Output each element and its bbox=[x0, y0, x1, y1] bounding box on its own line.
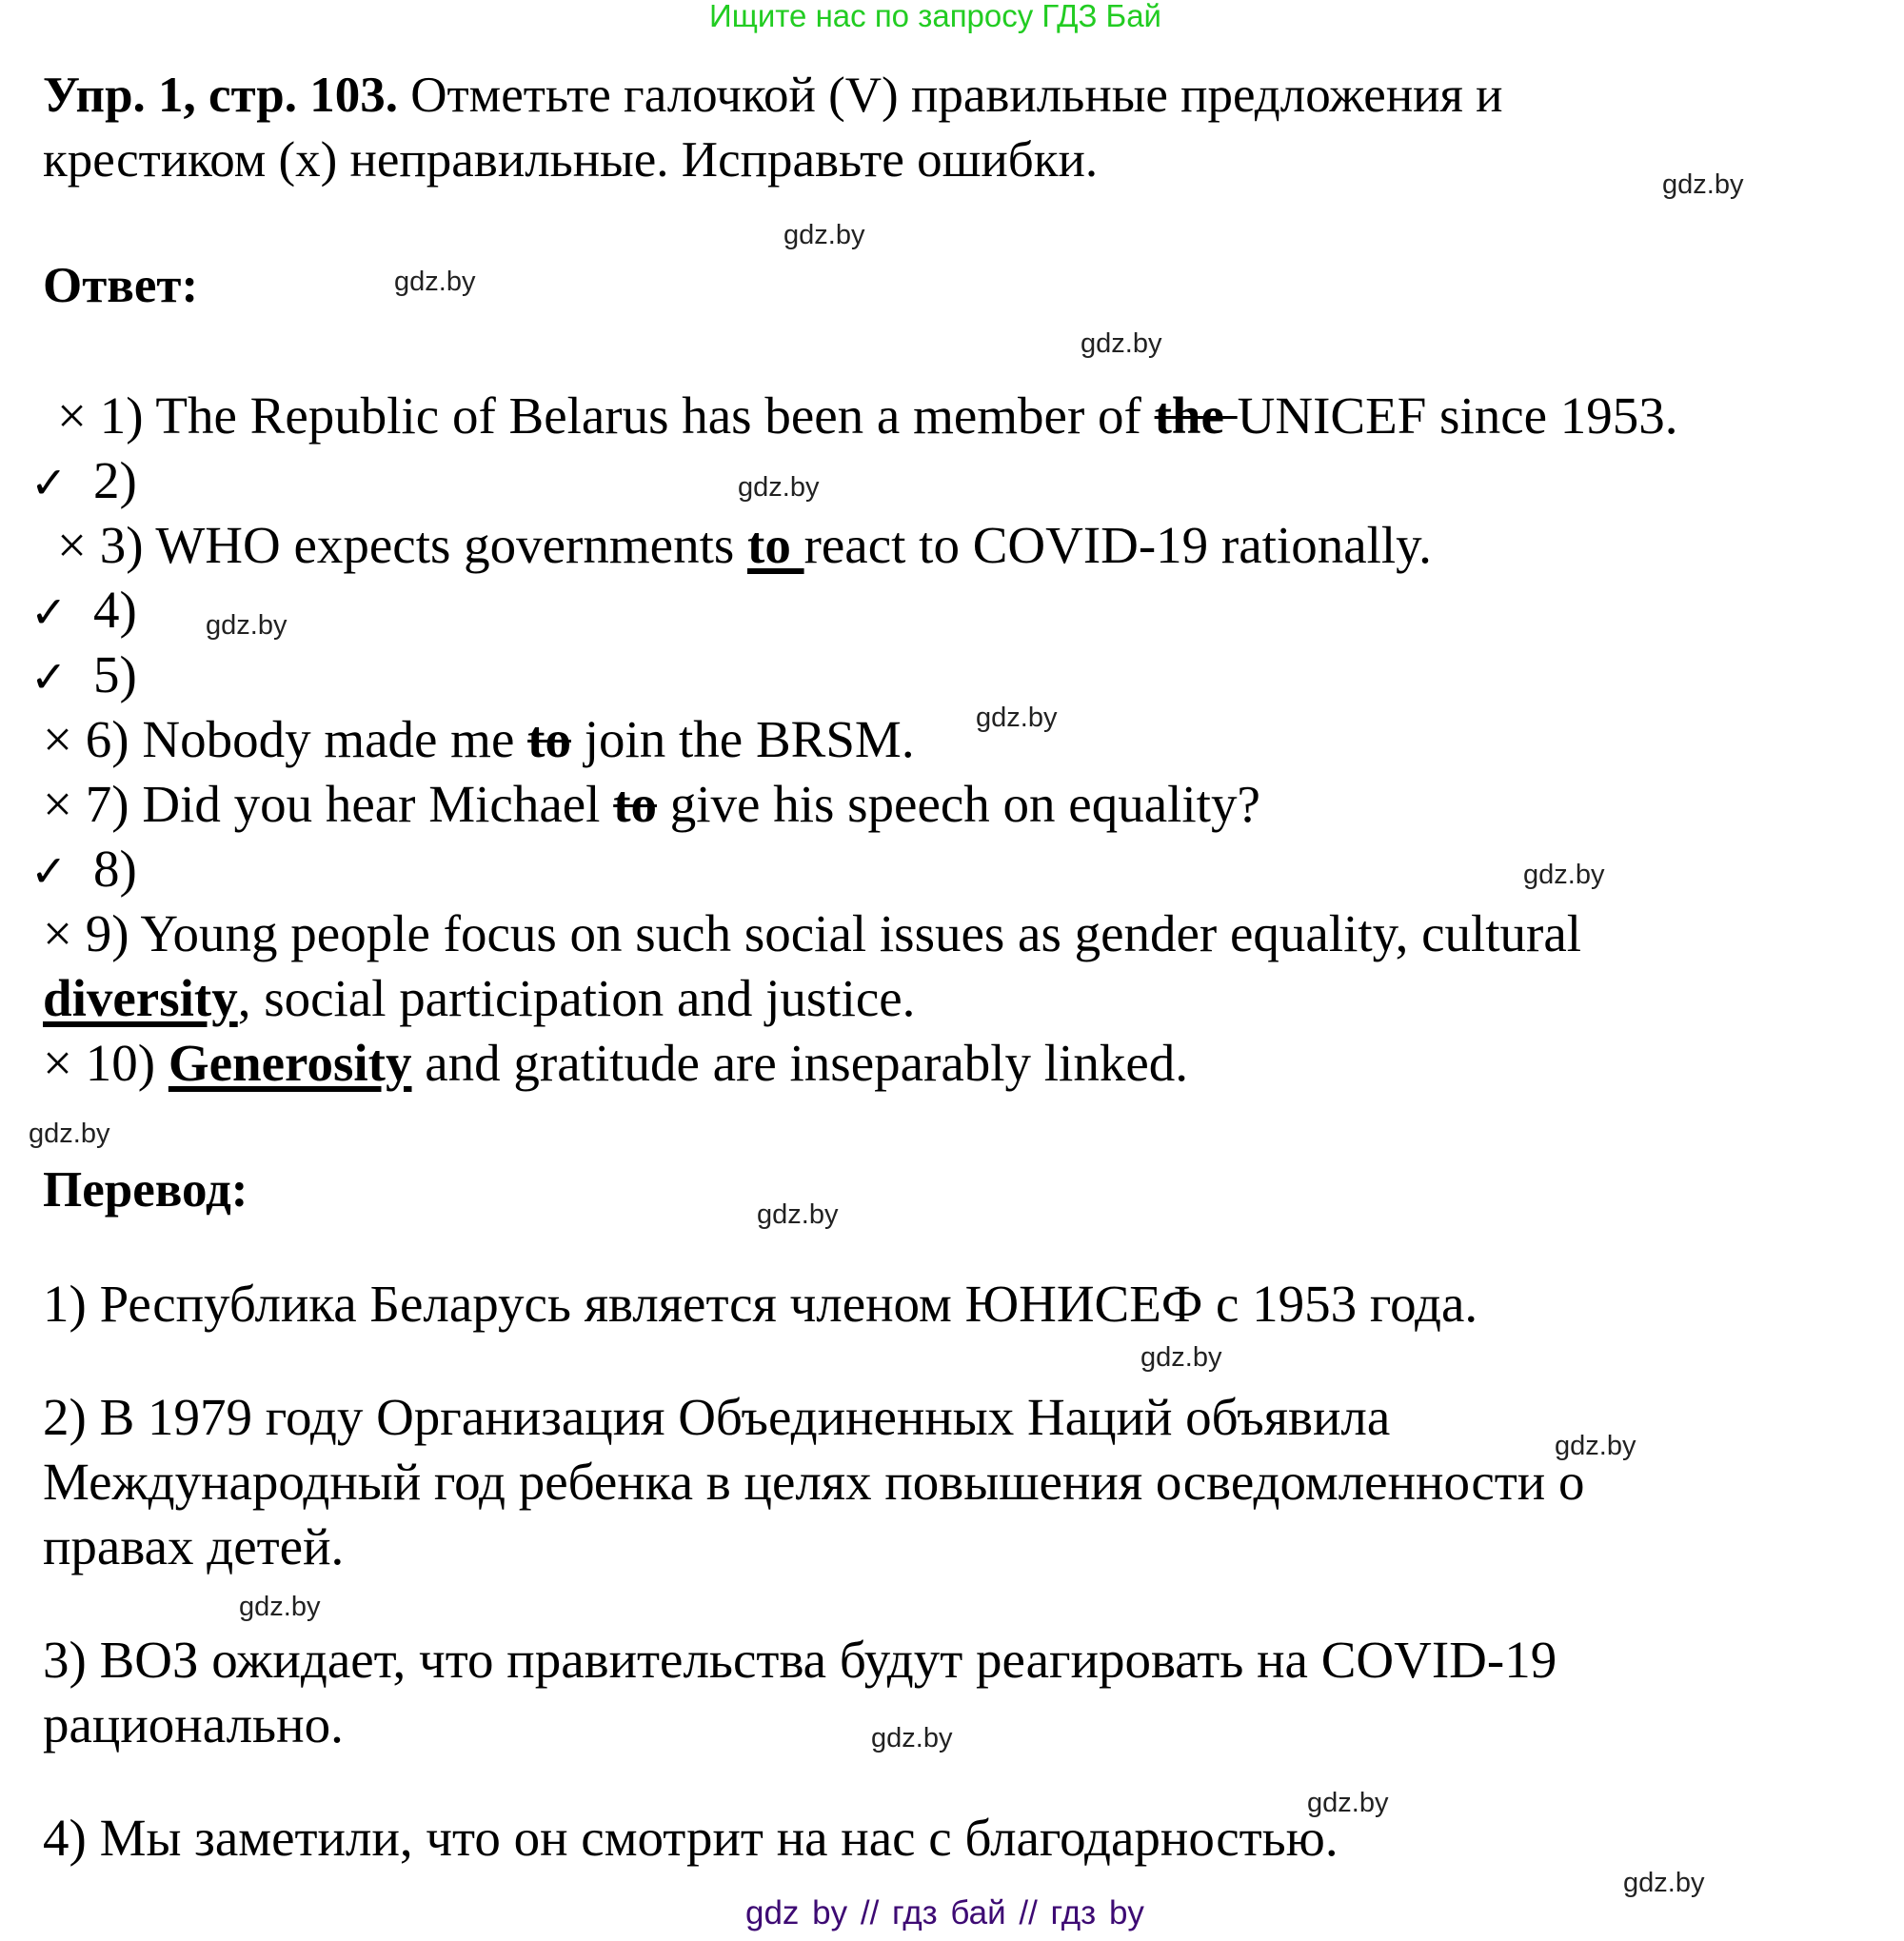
cross-mark-icon: × bbox=[57, 516, 88, 574]
translation-heading: Перевод: bbox=[43, 1162, 248, 1218]
check-mark-icon: ✓ bbox=[30, 847, 68, 896]
watermark: gdz.by bbox=[783, 220, 865, 250]
cross-mark-icon: × bbox=[43, 904, 73, 962]
strikethrough-word: to bbox=[613, 775, 658, 833]
cross-mark-icon: × bbox=[57, 386, 88, 445]
watermark: gdz.by bbox=[738, 472, 820, 503]
answer-item-1: × 1) The Republic of Belarus has been a member of the UNICEF since 1953. bbox=[57, 386, 1678, 445]
watermark: gdz.by bbox=[1140, 1342, 1222, 1373]
answer-heading: Ответ: bbox=[43, 258, 199, 313]
answer-item-9: × 9) Young people focus on such social issues as gender equality, cultural bbox=[43, 904, 1582, 962]
answer-item-4: ✓ 4) bbox=[30, 581, 137, 639]
translation-item-3-line1: 3) ВОЗ ожидает, что правительства будут реагировать на COVID-19 bbox=[43, 1631, 1557, 1689]
watermark: gdz.by bbox=[757, 1199, 839, 1230]
strikethrough-word: to bbox=[527, 710, 571, 768]
watermark: gdz.by bbox=[1307, 1788, 1389, 1818]
translation-item-2-line2: Международный год ребенка в целях повышения осведомленности о bbox=[43, 1453, 1585, 1511]
check-mark-icon: ✓ bbox=[30, 588, 68, 637]
strikethrough-word: the bbox=[1154, 386, 1238, 445]
check-mark-icon: ✓ bbox=[30, 459, 68, 507]
watermark: gdz.by bbox=[394, 267, 476, 297]
underlined-word: to bbox=[747, 516, 804, 574]
answer-item-2: ✓ 2) bbox=[30, 451, 137, 509]
answer-item-3: × 3) WHO expects governments to react to COVID-19 rationally. bbox=[57, 516, 1432, 574]
task-text-line2: крестиком (x) неправильные. Исправьте ошибки. bbox=[43, 132, 1099, 188]
underlined-word: diversity bbox=[43, 969, 238, 1027]
translation-item-1: 1) Республика Беларусь является членом ЮНИСЕФ с 1953 года. bbox=[43, 1275, 1478, 1333]
answer-item-5: ✓ 5) bbox=[30, 645, 137, 703]
underlined-word: Generosity bbox=[168, 1034, 412, 1092]
cross-mark-icon: × bbox=[43, 775, 73, 833]
watermark: gdz.by bbox=[206, 610, 288, 641]
answer-item-6: × 6) Nobody made me to join the BRSM. bbox=[43, 710, 915, 768]
watermark: gdz.by bbox=[1555, 1431, 1636, 1461]
translation-item-4: 4) Мы заметили, что он смотрит на нас с благодарностью. bbox=[43, 1809, 1339, 1867]
watermark: gdz.by bbox=[29, 1119, 110, 1149]
watermark: gdz.by bbox=[1523, 860, 1605, 890]
watermark: gdz.by bbox=[1623, 1868, 1705, 1898]
search-banner: Ищите нас по запросу ГДЗ Бай bbox=[709, 0, 1161, 33]
task-text-line1: Отметьте галочкой (V) правильные предложения и bbox=[410, 68, 1503, 123]
watermark: gdz.by bbox=[239, 1592, 321, 1622]
answer-item-8: ✓ 8) bbox=[30, 840, 137, 898]
footer-links: gdz by // гдз бай // гдз by bbox=[745, 1894, 1144, 1931]
watermark: gdz.by bbox=[976, 703, 1058, 733]
translation-item-3-line2: рационально. bbox=[43, 1695, 344, 1753]
check-mark-icon: ✓ bbox=[30, 653, 68, 702]
task-label: Упр. 1, стр. 103. bbox=[43, 68, 398, 123]
watermark: gdz.by bbox=[871, 1723, 953, 1753]
cross-mark-icon: × bbox=[43, 1034, 73, 1092]
translation-item-2-line1: 2) В 1979 году Организация Объединенных Наций объявила bbox=[43, 1388, 1391, 1446]
cross-mark-icon: × bbox=[43, 710, 73, 768]
translation-item-2-line3: правах детей. bbox=[43, 1517, 345, 1575]
watermark: gdz.by bbox=[1081, 328, 1162, 359]
watermark: gdz.by bbox=[1662, 169, 1744, 200]
answer-item-10: × 10) Generosity and gratitude are inseparably linked. bbox=[43, 1034, 1189, 1092]
answer-item-9-continued: diversity, social participation and justice. bbox=[43, 969, 916, 1027]
answer-item-7: × 7) Did you hear Michael to give his speech on equality? bbox=[43, 775, 1260, 833]
task-title bbox=[43, 63, 1503, 192]
